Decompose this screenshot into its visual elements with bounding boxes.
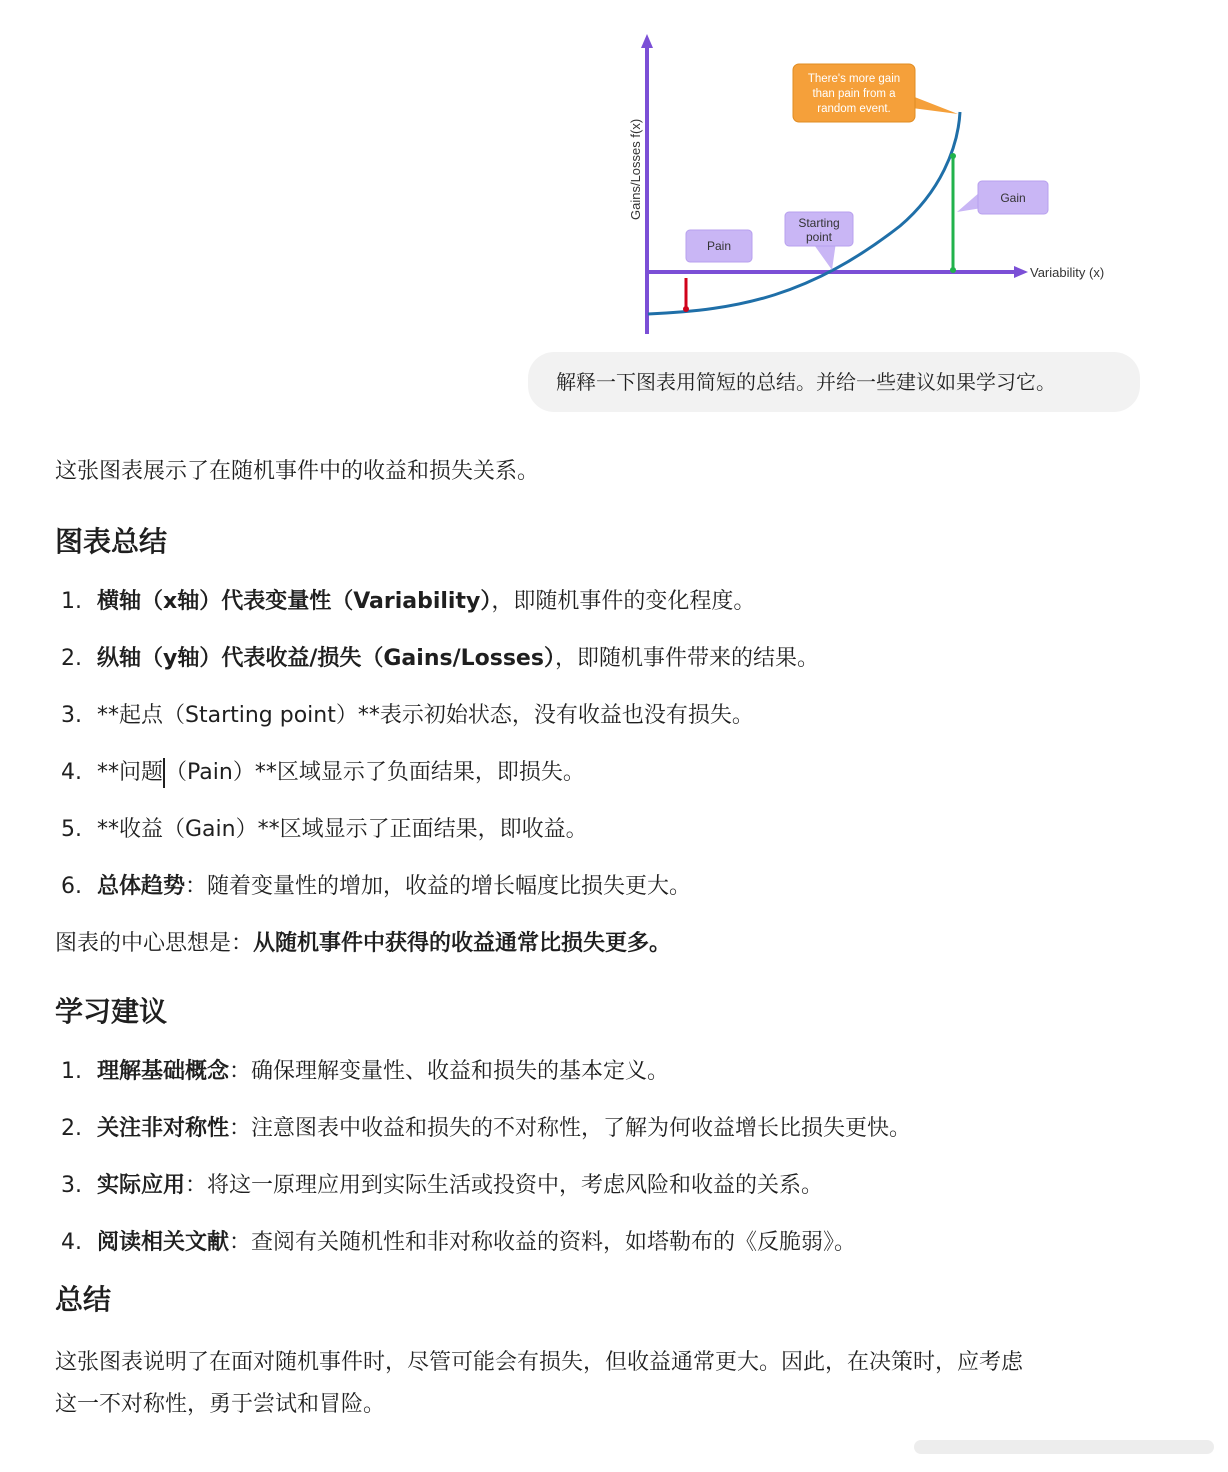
answer-intro: 这张图表展示了在随机事件中的收益和损失关系。 xyxy=(55,459,540,484)
list-item-text: ，即随机事件带来的结果。 xyxy=(554,646,819,671)
list-item-bold: 阅读相关文献 xyxy=(97,1230,230,1255)
summary-list xyxy=(55,582,1195,907)
conclusion-line-2: 这一不对称性，勇于尝试和冒险。 xyxy=(55,1392,386,1417)
random-event-label-2: than pain from a xyxy=(812,88,896,100)
list-item-number: 3. xyxy=(61,1173,82,1198)
list-item xyxy=(55,753,1195,793)
core-idea-prefix: 图表的中心思想是： xyxy=(55,931,254,956)
list-item-bold: 纵轴（y轴）代表收益/损失（Gains/Losses） xyxy=(97,646,555,671)
list-item-number: 1. xyxy=(61,1059,82,1084)
list-item-number: 3. xyxy=(61,703,82,728)
y-axis-label: Gains/Losses f(x) xyxy=(628,118,643,220)
pain-marker-dot xyxy=(683,306,689,312)
random-event-label-1: There's more gain xyxy=(807,73,901,85)
list-item-text: ，即随机事件的变化程度。 xyxy=(491,589,756,614)
list-item-bold: 总体趋势 xyxy=(97,874,186,899)
random-event-callout xyxy=(793,64,958,122)
list-item xyxy=(55,867,1195,907)
starting-point-label-2: point xyxy=(805,230,833,244)
list-item-number: 2. xyxy=(61,1116,82,1141)
list-item-bold: 实际应用 xyxy=(97,1173,186,1198)
gain-marker-dot-bottom xyxy=(950,267,956,273)
list-item xyxy=(55,696,1195,736)
list-item-number: 4. xyxy=(61,1230,82,1255)
list-item xyxy=(55,1166,1195,1206)
list-item-text: **问题 xyxy=(97,760,164,785)
list-item-text: ：注意图表中收益和损失的不对称性，了解为何收益增长比损失更快。 xyxy=(229,1116,912,1141)
convexity-chart xyxy=(600,28,1140,346)
assistant-answer xyxy=(55,448,1195,1426)
list-item-text: （Pain）**区域显示了负面结果，即损失。 xyxy=(165,760,585,785)
list-item xyxy=(55,582,1195,622)
chart-svg xyxy=(600,28,1140,346)
summary-heading: 图表总结 xyxy=(55,525,168,558)
study-list xyxy=(55,1052,1195,1263)
conclusion-line-1: 这张图表说明了在面对随机事件时，尽管可能会有损失，但收益通常更大。因此，在决策时，应考虑 xyxy=(55,1350,1024,1375)
list-item-number: 1. xyxy=(61,589,82,614)
core-idea-bold: 从随机事件中获得的收益通常比损失更多。 xyxy=(253,931,672,956)
list-item xyxy=(55,639,1195,679)
list-item-text: ：随着变量性的增加，收益的增长幅度比损失更大。 xyxy=(185,874,692,899)
list-item-text: **起点（Starting point）**表示初始状态，没有收益也没有损失。 xyxy=(97,703,754,728)
starting-point-label-1: Starting xyxy=(798,216,840,230)
gain-callout-label: Gain xyxy=(1000,191,1026,205)
list-item-text: ：查阅有关随机性和非对称收益的资料，如塔勒布的《反脆弱》。 xyxy=(229,1230,857,1255)
list-item-bold: 横轴（x轴）代表变量性（Variability） xyxy=(97,589,492,614)
list-item xyxy=(55,1223,1195,1263)
random-event-label-3: random event. xyxy=(817,103,891,115)
list-item xyxy=(55,810,1195,850)
list-item-text: ：将这一原理应用到实际生活或投资中，考虑风险和收益的关系。 xyxy=(185,1173,824,1198)
list-item-text: ：确保理解变量性、收益和损失的基本定义。 xyxy=(229,1059,670,1084)
study-heading: 学习建议 xyxy=(55,995,168,1028)
conclusion-heading: 总结 xyxy=(55,1283,112,1316)
y-axis-arrow xyxy=(641,34,653,48)
list-item-text: **收益（Gain）**区域显示了正面结果，即收益。 xyxy=(97,817,588,842)
pain-callout-label: Pain xyxy=(706,239,732,253)
list-item xyxy=(55,1109,1195,1149)
list-item-number: 4. xyxy=(61,760,82,785)
list-item-bold: 关注非对称性 xyxy=(97,1116,230,1141)
list-item-number: 2. xyxy=(61,646,82,671)
watermark-logo xyxy=(914,1432,1214,1462)
list-item-number: 6. xyxy=(61,874,82,899)
conclusion-text xyxy=(55,1342,1195,1426)
gain-callout xyxy=(957,181,1048,214)
x-axis-arrow xyxy=(1014,266,1028,278)
pain-callout xyxy=(686,230,752,262)
list-item-number: 5. xyxy=(61,817,82,842)
core-idea xyxy=(55,924,1195,964)
list-item-bold: 理解基础概念 xyxy=(97,1059,230,1084)
gain-marker-dot-top xyxy=(950,153,956,159)
x-axis-label: Variability (x) xyxy=(1030,265,1105,280)
starting-point-callout xyxy=(785,212,853,270)
user-message-bubble: 解释一下图表用简短的总结。并给一些建议如果学习它。 xyxy=(528,352,1140,412)
list-item xyxy=(55,1052,1195,1092)
